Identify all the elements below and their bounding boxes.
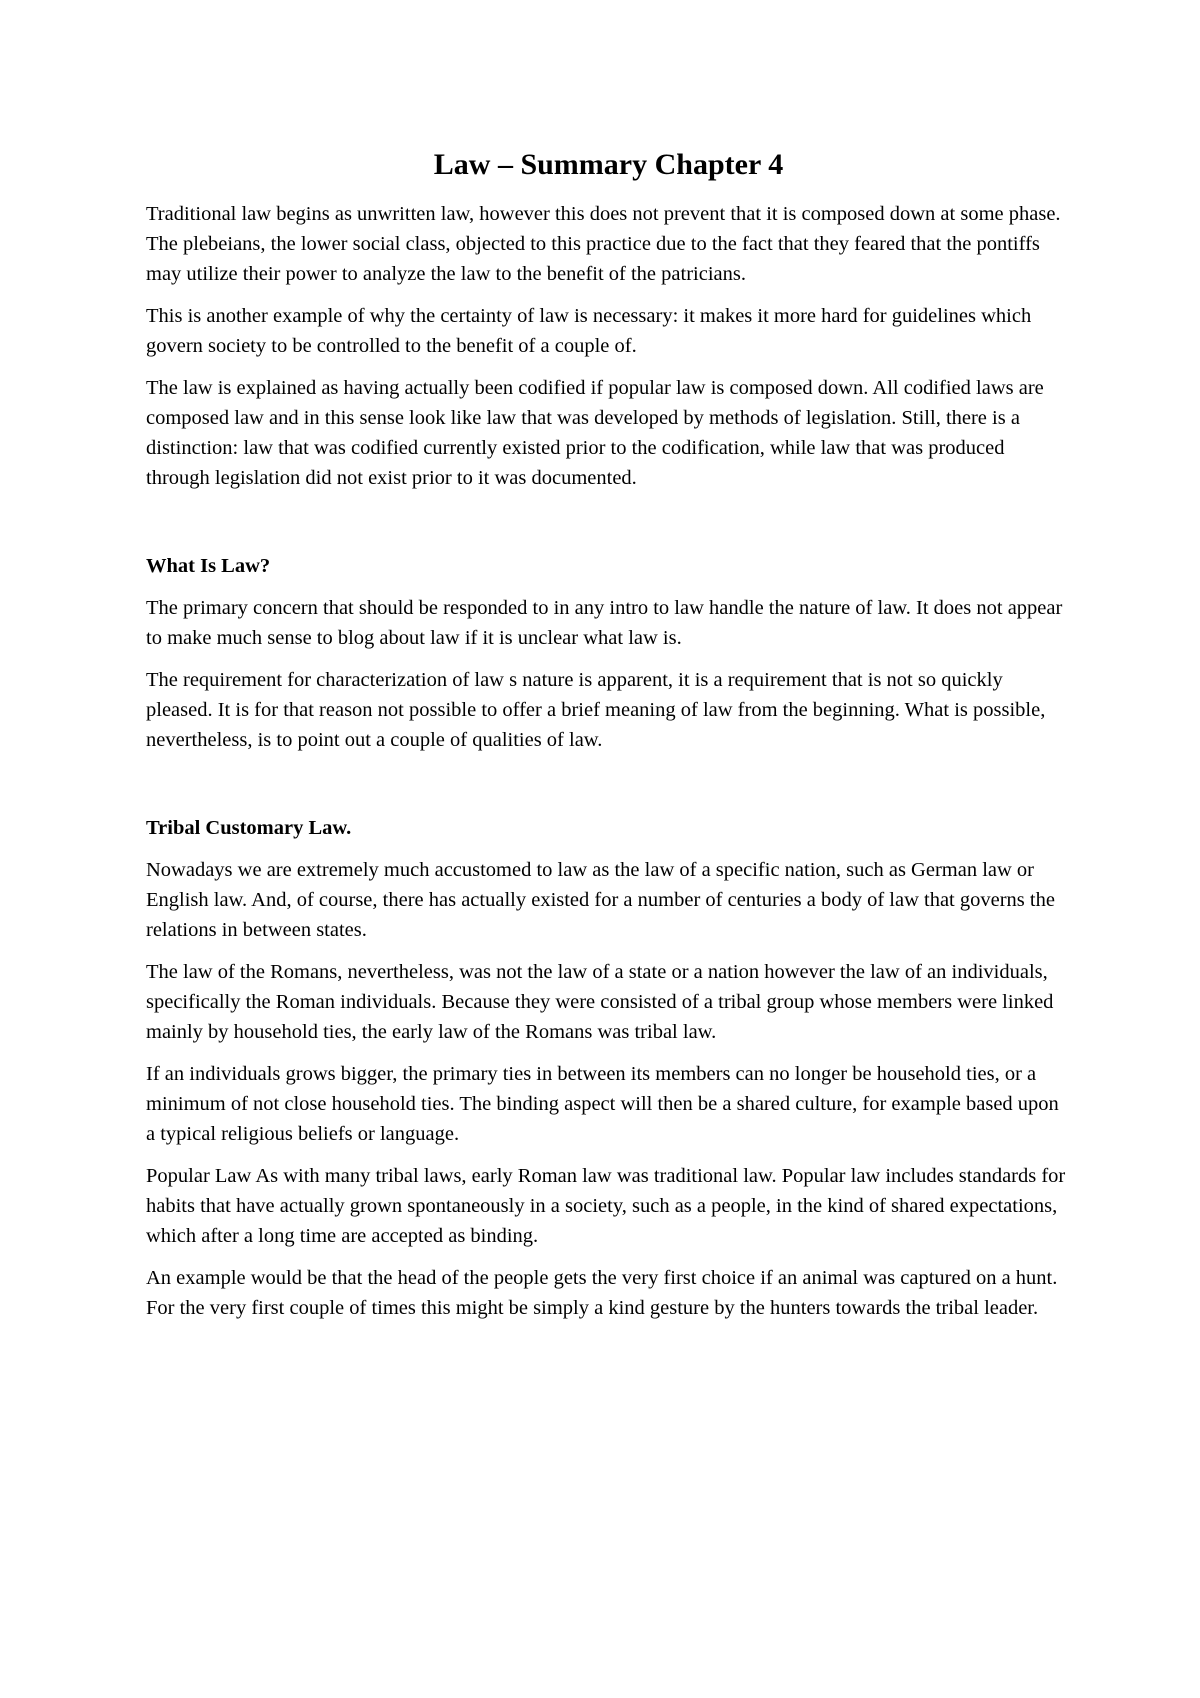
section-paragraph: The primary concern that should be responded to in any intro to law handle the nature of law. It does not appear to make much sense to blog about law if it is unclear what law is. [146,597,1063,649]
section-paragraph: Nowadays we are extremely much accustomed to law as the law of a specific nation, such as German law or English law. And, of course, there has actually existed for a number of centuries a body of law that governs the relations in between states. [146,859,1055,941]
section-heading-what-is-law: What Is Law? [146,555,271,577]
section-paragraph: The requirement for characterization of law s nature is apparent, it is a requirement that is not so quickly pleased. It is for that reason not possible to offer a brief meaning of law from the beginning. What is possible, nevertheless, is to point out a couple of qualities of law. [146,669,1046,751]
section-heading-tribal-customary-law: Tribal Customary Law. [146,817,352,839]
intro-paragraph: Traditional law begins as unwritten law, however this does not prevent that it is composed down at some phase. The plebeians, the lower social class, objected to this practice due to the fact that they feared that the pontiffs may utilize their power to analyze the law to the benefit of the patricians. [146,203,1061,285]
intro-paragraph: This is another example of why the certainty of law is necessary: it makes it more hard for guidelines which govern society to be controlled to the benefit of a couple of. [146,305,1032,357]
intro-paragraph: The law is explained as having actually been codified if popular law is composed down. All codified laws are composed law and in this sense look like law that was developed by methods of legislation. Still, there is a distinction: law that was codified currently existed prior to the codification, while law that was produced through legislation did not exist prior to it was documented. [146,377,1044,489]
document-title: Law – Summary Chapter 4 [433,148,784,181]
section-paragraph: The law of the Romans, nevertheless, was not the law of a state or a nation however the law of an individuals, specifically the Roman individuals. Because they were consisted of a tribal group whose members were linked mainly by household ties, the early law of the Romans was tribal law. [146,961,1054,1043]
section-paragraph: Popular Law As with many tribal laws, early Roman law was traditional law. Popular law includes standards for habits that have actually grown spontaneously in a society, such as a people, in the kind of shared expectations, which after a long time are accepted as binding. [146,1165,1066,1247]
section-paragraph: An example would be that the head of the people gets the very first choice if an animal was captured on a hunt. For the very first couple of times this might be simply a kind gesture by the hunters towards the tribal leader. [146,1267,1058,1319]
section-paragraph: If an individuals grows bigger, the primary ties in between its members can no longer be household ties, or a minimum of not close household ties. The binding aspect will then be a shared culture, for example based upon a typical religious beliefs or language. [146,1063,1059,1145]
document-body [146,145,1071,1335]
